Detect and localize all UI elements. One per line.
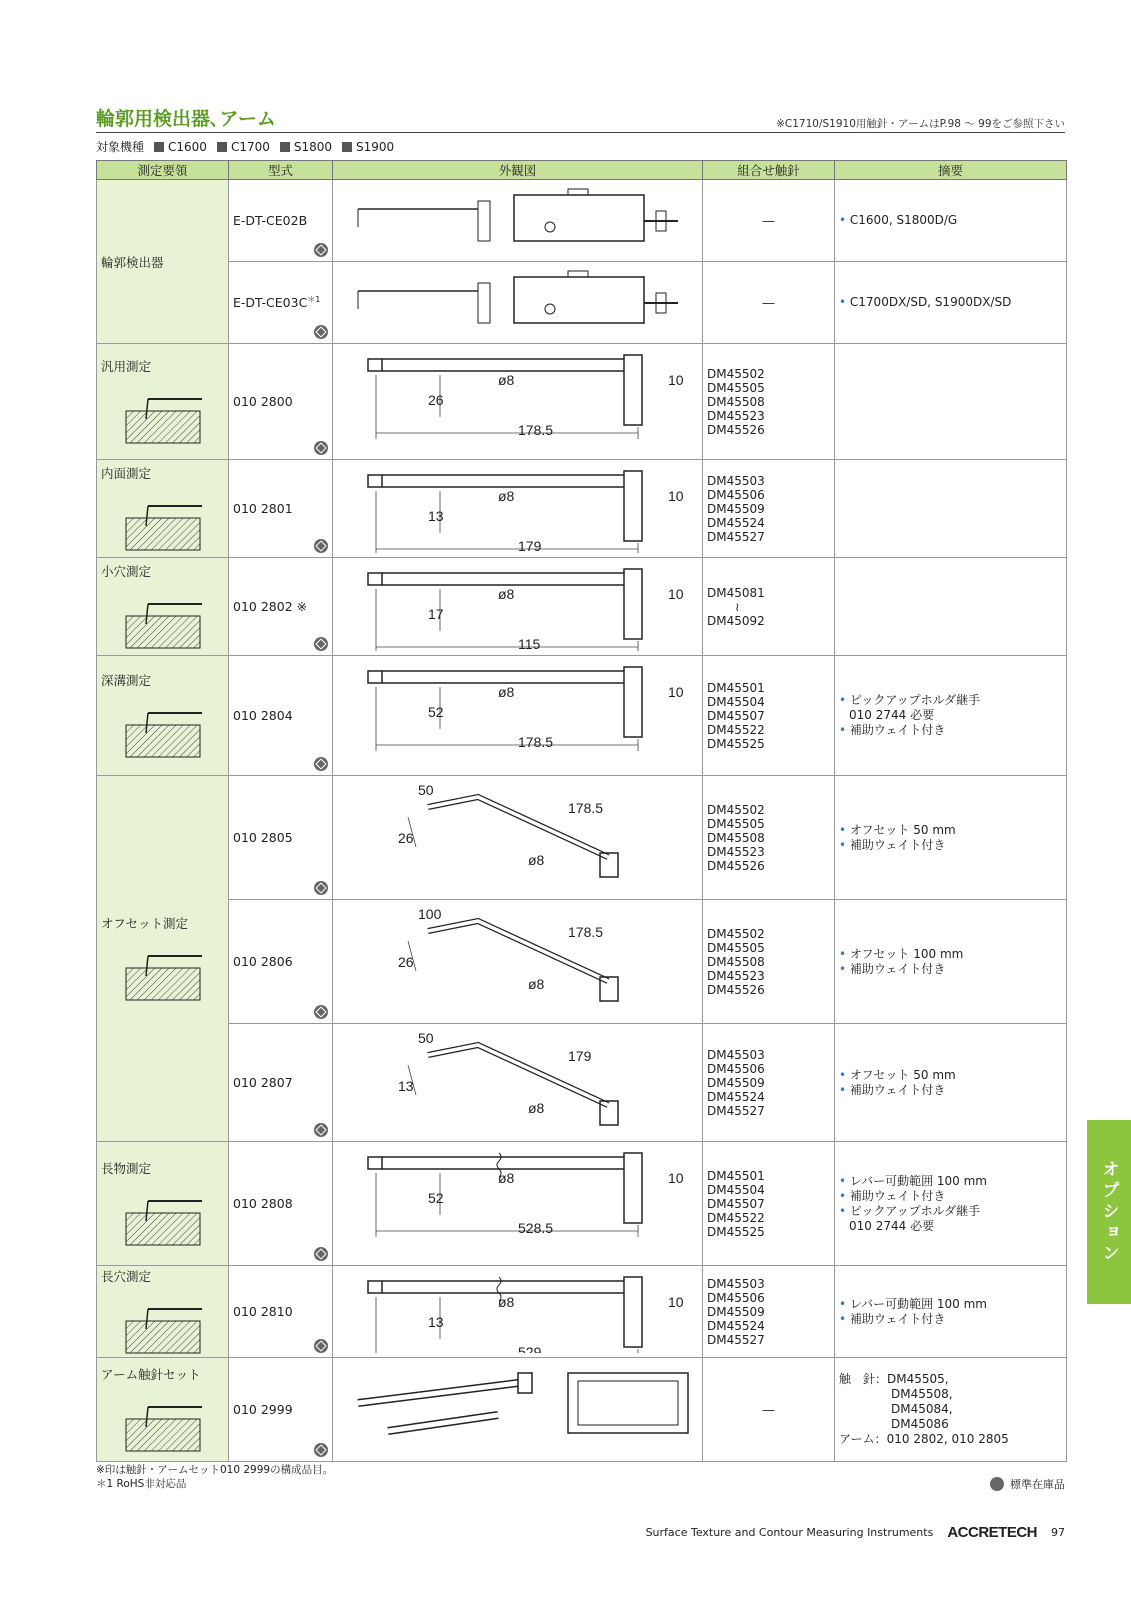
model-code-cell: [229, 1266, 333, 1358]
note-item: • ピックアップホルダ継手: [839, 693, 981, 707]
model-code: 010 2805: [233, 830, 293, 845]
probe-code: DM45523: [707, 844, 765, 859]
model-code: 010 2801: [233, 501, 293, 516]
model-code-cell: [229, 180, 333, 262]
note-item: • レバー可動範囲 100 mm: [839, 1173, 987, 1188]
probe-cell: [703, 558, 835, 656]
probe-code: DM45508: [707, 954, 765, 969]
probe-cell: [703, 460, 835, 558]
probe-code: DM45522: [707, 722, 765, 737]
dimension-label: 13: [427, 1314, 444, 1330]
table-header: [97, 161, 1067, 180]
stock-label: 標準在庫品: [1010, 1478, 1065, 1491]
page-title: 輪郭用検出器､アーム: [96, 108, 276, 130]
note-text: レバー可動範囲 100 mm: [849, 1173, 987, 1188]
table-row: [97, 1024, 1067, 1142]
method-cell: [97, 1358, 229, 1462]
arm-drawing: [338, 777, 698, 895]
method-cell: [97, 1266, 229, 1358]
footnotes: [96, 1463, 333, 1491]
model-item: S1800: [280, 140, 332, 154]
probe-code: ―: [762, 295, 775, 310]
probe-code: DM45508: [707, 394, 765, 409]
notes-cell: [835, 1266, 1067, 1358]
probe-code: DM45502: [707, 926, 765, 941]
probe-code: DM45503: [707, 473, 765, 488]
title-rule: [96, 132, 1065, 133]
probe-code: DM45526: [707, 982, 765, 997]
dimension-label: 528.5: [517, 1220, 553, 1236]
dimension-label: 10: [667, 1170, 684, 1186]
dimension-label: 10: [667, 372, 684, 388]
dimension-label: 50: [417, 782, 434, 798]
probe-code: DM45524: [707, 515, 765, 530]
note-item: • オフセット 50 mm: [839, 1067, 956, 1082]
dimension-label: ø8: [527, 1100, 544, 1116]
probe-code: DM45524: [707, 1318, 765, 1333]
note-text: 補助ウェイト付き: [849, 837, 946, 852]
note-item: • オフセット 50 mm: [839, 822, 956, 837]
stock-icon: [990, 1477, 1004, 1491]
probe-code: DM45503: [707, 1047, 765, 1062]
notes-cell: [835, 776, 1067, 900]
header-method: 測定要領: [97, 161, 229, 180]
stock-icon: [314, 441, 328, 455]
drawing-cell: [333, 1358, 703, 1462]
page-number: 97: [1051, 1526, 1065, 1539]
dimension-label: 529: [517, 1344, 541, 1353]
stock-icon: [314, 243, 328, 257]
probe-code: DM45526: [707, 858, 765, 873]
probe-code: DM45501: [707, 1168, 765, 1183]
probe-code: ≀: [735, 599, 740, 614]
notes-cell: [835, 558, 1067, 656]
drawing-cell: [333, 1024, 703, 1142]
note-item: [839, 708, 1062, 723]
model-code-cell: [229, 558, 333, 656]
note-text: 補助ウェイト付き: [849, 961, 946, 976]
probe-code: DM45504: [707, 694, 765, 709]
dimension-label: ø8: [497, 684, 514, 700]
footnote: ＊1 RoHS非対応品: [96, 1478, 187, 1490]
note-text: C1700DX/SD, S1900DX/SD: [849, 295, 1012, 309]
note-item: • 補助ウェイト付き: [839, 837, 946, 852]
note-text: レバー可動範囲 100 mm: [849, 1296, 987, 1311]
note-text: 010 2744 必要: [849, 1218, 935, 1233]
dimension-label: 52: [427, 1190, 444, 1206]
notes-cell: [835, 460, 1067, 558]
drawing-cell: [333, 344, 703, 460]
note-item: • 補助ウェイト付き: [839, 1311, 946, 1326]
method-label: アーム触針セット: [101, 1366, 201, 1382]
note-item: • 補助ウェイト付き: [839, 1082, 946, 1097]
set-note-line: DM45508,: [891, 1387, 953, 1401]
method-cell: [97, 1142, 229, 1266]
arm-drawing: [338, 1359, 698, 1457]
model-code-cell: [229, 900, 333, 1024]
drawing-cell: [333, 776, 703, 900]
model-code-cell: [229, 1142, 333, 1266]
drawing-cell: [333, 1142, 703, 1266]
dimension-label: 179: [567, 1048, 591, 1064]
dimension-label: 13: [397, 1078, 414, 1094]
note-text: ピックアップホルダ継手: [849, 693, 981, 707]
measurement-illustration: [118, 596, 208, 652]
notes-cell: [835, 1142, 1067, 1266]
stock-icon: [314, 1123, 328, 1137]
dimension-label: ø8: [527, 852, 544, 868]
drawing-cell: [333, 1266, 703, 1358]
note-text: 補助ウェイト付き: [849, 1311, 946, 1326]
probe-code: DM45505: [707, 940, 765, 955]
set-note-line: DM45086: [891, 1417, 949, 1431]
note-text: 補助ウェイト付き: [849, 1082, 946, 1097]
model-code-cell: [229, 1358, 333, 1462]
product-table: [96, 160, 1067, 1462]
note-text: 010 2744 必要: [849, 708, 935, 722]
table-row: [97, 900, 1067, 1024]
stock-icon: [314, 757, 328, 771]
model-code-cell: [229, 344, 333, 460]
measurement-illustration: [118, 1399, 208, 1455]
note-item: • レバー可動範囲 100 mm: [839, 1296, 987, 1311]
note-item: • オフセット 100 mm: [839, 946, 964, 961]
method-label: 小穴測定: [101, 563, 152, 579]
table-row: [97, 558, 1067, 656]
model-code: E-DT-CE02B: [233, 213, 308, 228]
note-text: ピックアップホルダ継手: [849, 1203, 981, 1218]
model-code-cell: [229, 656, 333, 776]
table-row: [97, 776, 1067, 900]
arm-drawing: [338, 1143, 698, 1261]
method-label: オフセット測定: [101, 915, 189, 931]
drawing-cell: [333, 460, 703, 558]
probe-code: DM45505: [707, 816, 765, 831]
probe-code: DM45527: [707, 1103, 765, 1118]
method-cell: [97, 776, 229, 1142]
footer-text: Surface Texture and Contour Measuring Instruments: [645, 1526, 934, 1539]
model-code: 010 2999: [233, 1402, 293, 1417]
method-label: 輪郭検出器: [101, 254, 164, 270]
table-row: [97, 180, 1067, 262]
drawing-cell: [333, 558, 703, 656]
model-code-cell: [229, 460, 333, 558]
probe-code: DM45523: [707, 408, 765, 423]
rohs-footnote-mark: ＊1: [307, 295, 321, 305]
model-code-cell: [229, 262, 333, 344]
dimension-label: ø8: [497, 586, 514, 602]
drawing-cell: [333, 180, 703, 262]
footnote: ※印は触針・アームセット010 2999の構成品目。: [96, 1464, 334, 1476]
method-cell: [97, 344, 229, 460]
model-code: 010 2802 ※: [233, 599, 308, 614]
probe-code: DM45527: [707, 1332, 765, 1347]
set-note-line: 触 針：DM45505,: [839, 1372, 949, 1386]
note-text: 補助ウェイト付き: [849, 1188, 946, 1203]
models-label: 対象機種: [96, 140, 145, 154]
probe-cell: [703, 1266, 835, 1358]
probe-code: DM45509: [707, 501, 765, 516]
notes-cell: [835, 656, 1067, 776]
arm-drawing: [338, 263, 698, 339]
note-item: [839, 1219, 1062, 1234]
probe-code: DM45502: [707, 802, 765, 817]
stock-icon: [314, 1247, 328, 1261]
note-text: 補助ウェイト付き: [849, 723, 946, 737]
model-code: 010 2810: [233, 1304, 293, 1319]
probe-cell: [703, 1024, 835, 1142]
dimension-label: 115: [517, 636, 540, 651]
probe-code: DM45506: [707, 1061, 765, 1076]
probe-code: DM45506: [707, 487, 765, 502]
model-item: C1600: [154, 140, 207, 154]
probe-cell: [703, 900, 835, 1024]
dimension-label: 100: [417, 906, 441, 922]
dimension-label: ø8: [527, 976, 544, 992]
dimension-label: ø8: [497, 1294, 514, 1310]
dimension-label: ø8: [497, 488, 514, 504]
method-label: 汎用測定: [101, 358, 152, 374]
header-notes: 摘要: [835, 161, 1067, 180]
probe-code: DM45525: [707, 736, 765, 751]
probe-cell: [703, 656, 835, 776]
note-item: • ピックアップホルダ継手: [839, 1203, 981, 1218]
measurement-illustration: [118, 705, 208, 761]
table-row: [97, 262, 1067, 344]
dimension-label: 50: [417, 1030, 434, 1046]
probe-code: DM45523: [707, 968, 765, 983]
note-text: オフセット 50 mm: [849, 1067, 956, 1082]
probe-code: DM45502: [707, 366, 765, 381]
stock-icon: [314, 637, 328, 651]
method-label: 内面測定: [101, 465, 152, 481]
probe-code: DM45522: [707, 1210, 765, 1225]
arm-drawing: [338, 461, 698, 553]
drawing-cell: [333, 262, 703, 344]
method-cell: [97, 558, 229, 656]
note-text: オフセット 100 mm: [849, 946, 964, 961]
method-label: 長物測定: [101, 1160, 152, 1176]
method-cell: [97, 656, 229, 776]
probe-code: DM45504: [707, 1182, 765, 1197]
note-item: • 補助ウェイト付き: [839, 723, 946, 737]
measurement-illustration: [118, 1301, 208, 1357]
stock-icon: [314, 881, 328, 895]
model-code: 010 2807: [233, 1075, 293, 1090]
dimension-label: 13: [427, 508, 444, 524]
dimension-label: 179: [517, 538, 541, 553]
model-item: C1700: [217, 140, 270, 154]
table-row: [97, 1266, 1067, 1358]
set-note-line: アーム：010 2802, 010 2805: [839, 1432, 1009, 1446]
notes-cell: [835, 262, 1067, 344]
method-label: 深溝測定: [101, 672, 152, 688]
probe-code: DM45503: [707, 1276, 765, 1291]
method-label: 長穴測定: [101, 1268, 152, 1284]
notes-cell: [835, 1024, 1067, 1142]
dimension-label: 178.5: [517, 734, 553, 750]
probe-code: ―: [762, 1402, 775, 1417]
probe-code: DM45527: [707, 529, 765, 544]
dimension-label: 26: [427, 392, 444, 408]
measurement-illustration: [118, 498, 208, 554]
note-item: • C1700DX/SD, S1900DX/SD: [839, 295, 1012, 309]
stock-icon: [314, 325, 328, 339]
arm-drawing: [338, 345, 698, 455]
dimension-label: 17: [427, 606, 444, 622]
dimension-label: 10: [667, 488, 684, 504]
page-footer: [646, 1524, 1065, 1541]
notes-cell: [835, 900, 1067, 1024]
header-drawing: 外観図: [333, 161, 703, 180]
note-text: オフセット 50 mm: [849, 822, 956, 837]
note-item: • C1600, S1800D/G: [839, 213, 958, 227]
method-cell: [97, 460, 229, 558]
reference-note: ※C1710/S1910用触針・アームはP.98 〜 99をご参照下さい: [776, 118, 1065, 130]
dimension-label: 26: [397, 954, 414, 970]
dimension-label: 178.5: [517, 422, 553, 438]
probe-cell: [703, 1142, 835, 1266]
dimension-label: 26: [397, 830, 414, 846]
stock-icon: [314, 1339, 328, 1353]
probe-code: ―: [762, 213, 775, 228]
arm-drawing: [338, 559, 698, 651]
probe-code: DM45507: [707, 1196, 765, 1211]
arm-drawing: [338, 1267, 698, 1353]
arm-drawing: [338, 1025, 698, 1137]
model-code-cell: [229, 776, 333, 900]
note-item: • 補助ウェイト付き: [839, 961, 946, 976]
dimension-label: ø8: [497, 1170, 514, 1186]
model-code: 010 2808: [233, 1196, 293, 1211]
notes-cell: [835, 1358, 1067, 1462]
probe-code: DM45509: [707, 1075, 765, 1090]
probe-code: DM45524: [707, 1089, 765, 1104]
model-code: E-DT-CE03C: [233, 295, 308, 311]
dimension-label: 178.5: [567, 924, 603, 940]
probe-cell: [703, 1358, 835, 1462]
probe-code: DM45505: [707, 380, 765, 395]
target-models: [96, 138, 394, 155]
model-code-cell: [229, 1024, 333, 1142]
stock-icon: [314, 1005, 328, 1019]
model-code: 010 2806: [233, 954, 293, 969]
arm-drawing: [338, 901, 698, 1019]
table-row: [97, 656, 1067, 776]
table-row: [97, 1142, 1067, 1266]
brand-logo: ACCRETECH: [947, 1524, 1037, 1541]
stock-legend: [990, 1476, 1065, 1492]
probe-code: DM45501: [707, 680, 765, 695]
measurement-illustration: [118, 948, 208, 1004]
dimension-label: 10: [667, 586, 684, 602]
table-row: [97, 344, 1067, 460]
set-note-line: DM45084,: [891, 1402, 953, 1416]
dimension-label: 10: [667, 684, 684, 700]
dimension-label: 178.5: [567, 800, 603, 816]
header-probes: 組合せ触針: [703, 161, 835, 180]
dimension-label: 10: [667, 1294, 684, 1310]
dimension-label: ø8: [497, 372, 514, 388]
dimension-label: 52: [427, 704, 444, 720]
method-cell: [97, 180, 229, 344]
notes-cell: [835, 180, 1067, 262]
side-tab[interactable]: オプション: [1087, 1120, 1131, 1304]
table-row: [97, 460, 1067, 558]
probe-code: DM45092: [707, 613, 765, 628]
probe-cell: [703, 262, 835, 344]
probe-cell: [703, 344, 835, 460]
model-code: 010 2804: [233, 708, 293, 723]
probe-code: DM45507: [707, 708, 765, 723]
probe-code: DM45525: [707, 1224, 765, 1239]
model-item: S1900: [342, 140, 394, 154]
drawing-cell: [333, 656, 703, 776]
stock-icon: [314, 539, 328, 553]
probe-cell: [703, 776, 835, 900]
probe-code: DM45509: [707, 1304, 765, 1319]
measurement-illustration: [118, 391, 208, 447]
model-code: 010 2800: [233, 394, 293, 409]
header-model: 型式: [229, 161, 333, 180]
arm-drawing: [338, 181, 698, 257]
probe-code: DM45526: [707, 422, 765, 437]
note-item: • 補助ウェイト付き: [839, 1188, 946, 1203]
notes-cell: [835, 344, 1067, 460]
probe-code: DM45081: [707, 585, 765, 600]
table-row: [97, 1358, 1067, 1462]
drawing-cell: [333, 900, 703, 1024]
probe-cell: [703, 180, 835, 262]
stock-icon: [314, 1443, 328, 1457]
probe-code: DM45506: [707, 1290, 765, 1305]
probe-code: DM45508: [707, 830, 765, 845]
measurement-illustration: [118, 1193, 208, 1249]
arm-drawing: [338, 657, 698, 771]
note-text: C1600, S1800D/G: [849, 213, 958, 227]
